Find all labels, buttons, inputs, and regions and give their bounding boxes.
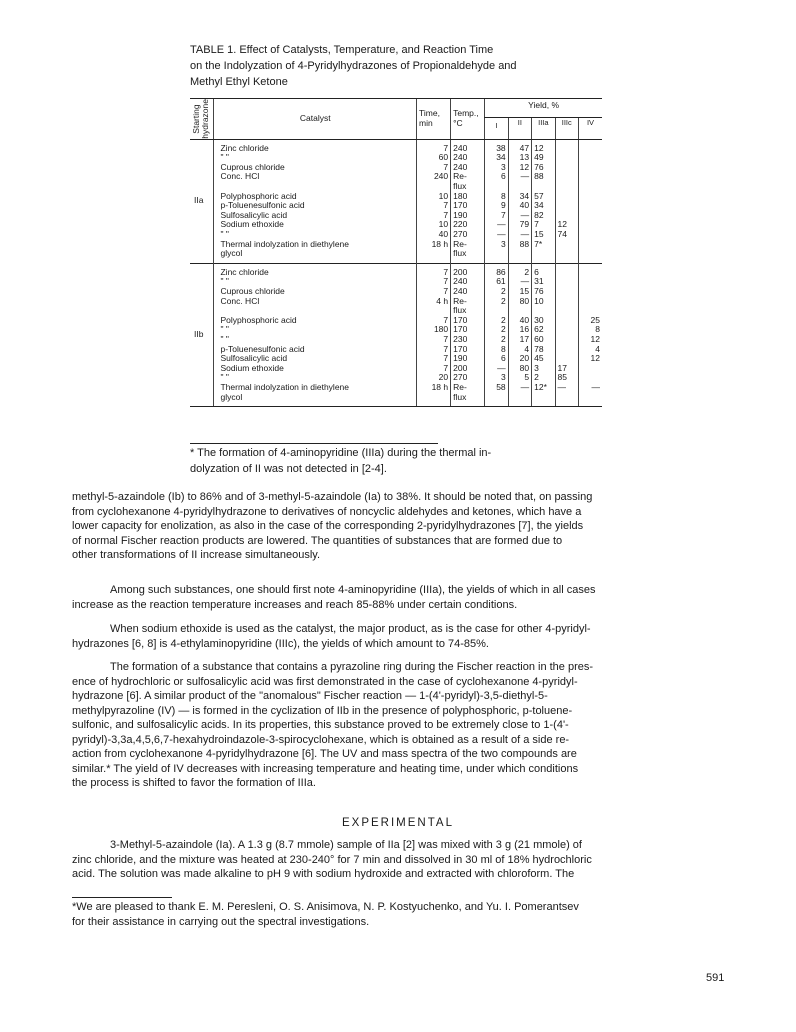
table-cell: 38 xyxy=(496,142,506,153)
table-cell xyxy=(558,316,576,326)
table-cell: 12 xyxy=(590,353,600,364)
table-cell: 7 xyxy=(443,314,449,325)
text-line: sulfonic, and sulfosalicylic acids. In its properties, this substance proved to be extremely close to 1-(4'- xyxy=(72,719,569,731)
table-cell xyxy=(558,345,576,355)
header-yield-col: IV xyxy=(578,118,602,140)
table-cell: 15 xyxy=(519,286,530,297)
table-cell xyxy=(487,393,505,403)
table-cell: 4 xyxy=(595,343,600,354)
table-cell: 240 xyxy=(453,276,468,287)
table-cell: — xyxy=(557,381,567,392)
text-line: acid. The solution was made alkaline to pH 9 with sodium hydroxide and extracted with chloroform. The xyxy=(72,868,575,880)
footnote-line: * The formation of 4-aminopyridine (IIIa) during the thermal in- xyxy=(190,447,492,459)
table-cell: Thermal indolyzation in diethylene xyxy=(220,238,350,249)
yield-iiia-column xyxy=(532,139,555,263)
table-cell: — xyxy=(497,362,506,373)
table-cell: glycol xyxy=(220,248,243,259)
table-cell: — xyxy=(520,381,530,392)
group-label: IIb xyxy=(190,263,214,406)
table-cell: 9 xyxy=(500,200,506,211)
table-cell: 40 xyxy=(519,200,530,211)
table-cell xyxy=(558,249,576,259)
table-cell: 88 xyxy=(534,171,544,182)
time-column xyxy=(417,263,451,406)
text-line: from cyclohexanone 4-pyridylhydrazone to derivatives of noncyclic aldehydes and ketones, which have a xyxy=(72,505,582,518)
table-cell: 40 xyxy=(519,314,530,325)
table-cell: 8 xyxy=(500,343,506,354)
table-cell: 20 xyxy=(438,372,449,383)
table-cell: 200 xyxy=(453,362,468,373)
temp-column xyxy=(451,139,485,263)
table-cell: 2 xyxy=(524,266,530,277)
table-cell: 10 xyxy=(438,219,449,230)
table-cell: 80 xyxy=(519,295,530,306)
table-cell: glycol xyxy=(220,391,243,402)
table-cell: 88 xyxy=(519,238,530,249)
table-cell: " " xyxy=(220,152,229,163)
table-cell: 7 xyxy=(443,276,449,287)
table-cell: 240 xyxy=(453,286,468,297)
table-cell: 34 xyxy=(519,190,530,201)
table-cell: 60 xyxy=(438,152,449,163)
table-cell: 4 xyxy=(524,343,530,354)
text-line: methylpyrazoline (IV) — is formed in the cyclization of IIb in the presence of polyphosphoric, p-toluene- xyxy=(72,704,573,717)
table-cell: 17 xyxy=(557,362,568,373)
table-cell: 34 xyxy=(496,152,506,163)
table-cell: Polyphosphoric acid xyxy=(220,190,297,201)
text-line: *We are pleased to thank E. M. Peresleni, O. S. Anisimova, N. P. Kostyuchenko, and Yu. I. Pomerantsev xyxy=(72,901,579,913)
caption-line: TABLE 1. Effect of Catalysts, Temperature, and Reaction Time xyxy=(190,44,494,56)
table-cell: flux xyxy=(453,181,467,192)
table-cell: 47 xyxy=(519,142,530,153)
table-cell: Polyphosphoric acid xyxy=(220,314,297,325)
table-cell: " " xyxy=(220,372,229,383)
table-cell xyxy=(581,172,600,182)
table-cell: 7* xyxy=(534,238,543,249)
table-cell: 170 xyxy=(453,343,468,354)
text-line: The formation of a substance that contains a pyrazoline ring during the Fischer reaction in the pres- xyxy=(110,661,594,673)
table-cell: Conc. HCl xyxy=(220,171,260,182)
table-cell: 31 xyxy=(534,276,544,287)
table-cell: 79 xyxy=(519,219,530,230)
table-cell xyxy=(581,364,600,374)
table-cell xyxy=(558,306,576,316)
table-cell: 2 xyxy=(500,314,506,325)
paragraph-4 xyxy=(72,660,726,791)
table-cell: 220 xyxy=(453,219,468,230)
table-cell: 270 xyxy=(453,229,468,240)
text-line: of normal Fischer reaction products are lowered. The quantities of substances that are formed due to xyxy=(72,534,563,547)
table-cell: 6 xyxy=(534,266,539,277)
table-cell: 3 xyxy=(500,238,506,249)
table-cell: 30 xyxy=(534,314,544,325)
table-cell: 180 xyxy=(433,324,449,335)
table-cell: 190 xyxy=(453,209,468,220)
table-cell: 240 xyxy=(453,142,468,153)
table-cell: 78 xyxy=(534,343,544,354)
page-number: 591 xyxy=(706,972,725,984)
table-footnote xyxy=(190,445,610,477)
text-line: increase as the reaction temperature increases and reach 85-88% under certain conditions. xyxy=(72,598,518,611)
table-cell: 7 xyxy=(443,200,449,211)
table-cell: 45 xyxy=(534,353,544,364)
table-cell xyxy=(558,172,576,182)
text-line: ence of hydrochloric or sulfosalicylic acid was first demonstrated in the case of cyclohexanone 4-pyridyl- xyxy=(72,675,578,688)
table-cell xyxy=(558,325,576,335)
table-cell: — xyxy=(497,229,506,240)
yield-ii-column xyxy=(508,139,531,263)
table-cell: 3 xyxy=(500,161,506,172)
table-cell: " " xyxy=(220,333,229,344)
table-cell: 25 xyxy=(590,314,600,325)
yield-ii-column xyxy=(508,263,531,406)
table-cell: 7 xyxy=(443,209,449,220)
text-line: pyridyl)-3,3a,4,5,6,7-hexahydroindazole-3-spirocyclohexane, which is obtained as a result of a side re- xyxy=(72,733,570,746)
yield-i-column xyxy=(485,263,508,406)
table-cell: 7 xyxy=(443,161,449,172)
table-cell: 18 h xyxy=(431,238,449,249)
table-cell: 180 xyxy=(453,190,468,201)
text-line: action from cyclohexanone 4-pyridylhydrazone [6]. The UV and mass spectra of the two compounds are xyxy=(72,748,577,760)
section-heading-experimental: EXPERIMENTAL xyxy=(342,817,454,829)
table-cell: 86 xyxy=(496,266,506,277)
table-cell: 2 xyxy=(500,324,506,335)
table-caption xyxy=(190,42,610,90)
header-yield-col: II xyxy=(508,118,531,140)
header-yield-col: IIIa xyxy=(532,118,555,140)
table-cell: 57 xyxy=(534,190,544,201)
table-cell: 7 xyxy=(443,266,449,277)
temp-column xyxy=(451,263,485,406)
table-cell: 5 xyxy=(524,372,530,383)
table-cell: p-Toluenesulfonic acid xyxy=(220,200,305,211)
table-cell: — xyxy=(520,209,530,220)
table-cell: 4 h xyxy=(436,295,449,306)
yield-iiic-column xyxy=(555,263,578,406)
table-cell xyxy=(581,220,600,230)
table-cell: " " xyxy=(220,276,229,287)
table-cell xyxy=(558,163,576,173)
table-cell: 34 xyxy=(534,200,544,211)
table-cell xyxy=(581,230,600,240)
table-group-iib xyxy=(190,263,602,406)
table-cell xyxy=(581,249,600,259)
table-cell: Sodium ethoxide xyxy=(220,219,284,230)
table-cell xyxy=(581,268,600,278)
text-line: for their assistance in carrying out the spectral investigations. xyxy=(72,915,370,928)
table-cell: Sulfosalicylic acid xyxy=(220,209,288,220)
table-cell: " " xyxy=(220,324,229,335)
table-cell: 7 xyxy=(443,286,449,297)
table-cell: 16 xyxy=(519,324,530,335)
table-cell xyxy=(581,182,600,192)
table-cell: 240 xyxy=(453,161,468,172)
table-cell xyxy=(558,393,576,403)
table-cell: 7 xyxy=(443,343,449,354)
table-cell xyxy=(558,240,576,250)
table-cell: 80 xyxy=(519,362,530,373)
table-cell: 49 xyxy=(534,152,544,163)
table-cell: 2 xyxy=(500,286,506,297)
table-cell: Sulfosalicylic acid xyxy=(220,353,288,364)
table-cell: — xyxy=(520,229,530,240)
header-catalyst: Catalyst xyxy=(214,99,417,140)
table-cell: 2 xyxy=(534,372,539,383)
paragraph-1 xyxy=(72,490,726,563)
table-cell xyxy=(558,268,576,278)
yield-iv-column xyxy=(578,263,602,406)
header-starting-hydrazone: Starting hydrazone xyxy=(190,99,214,140)
table-group-iia xyxy=(190,139,602,263)
table-cell: 12 xyxy=(519,161,530,172)
table-cell: flux xyxy=(453,391,467,402)
table-cell xyxy=(558,192,576,202)
table-cell: 170 xyxy=(453,200,468,211)
table-cell: 17 xyxy=(519,333,530,344)
table-cell: 7 xyxy=(443,353,449,364)
text-line: Among such substances, one should first note 4-aminopyridine (IIIa), the yields of which in all cases xyxy=(110,584,596,596)
catalyst-column xyxy=(214,139,417,263)
experimental-paragraph xyxy=(72,838,726,882)
table-cell: Re- xyxy=(453,381,467,392)
table-cell: Re- xyxy=(453,295,467,306)
table-cell: 8 xyxy=(500,190,506,201)
table-cell: — xyxy=(591,381,600,392)
table-cell xyxy=(581,144,600,154)
table-cell: 8 xyxy=(595,324,600,335)
table-cell: Cuprous chloride xyxy=(220,286,285,297)
text-line: other transformations of II increase simultaneously. xyxy=(72,549,321,561)
table-cell xyxy=(419,249,448,259)
table-cell: 62 xyxy=(534,324,544,335)
table-cell: 12* xyxy=(534,381,547,392)
table-cell: 85 xyxy=(557,372,568,383)
text-line: zinc chloride, and the mixture was heated at 230-240° for 7 min and dissolved in 30 ml of 18% hydrochloric xyxy=(72,853,592,866)
table-cell xyxy=(558,287,576,297)
text-line: the process is shifted to favor the formation of IIIa. xyxy=(72,777,316,789)
table-cell: 40 xyxy=(438,229,449,240)
table-cell xyxy=(558,277,576,287)
table-cell: 10 xyxy=(534,295,544,306)
table-cell: Re- xyxy=(453,171,467,182)
table-cell: 240 xyxy=(453,152,468,163)
table-cell: Conc. HCl xyxy=(220,295,260,306)
table-cell: 58 xyxy=(496,381,506,392)
table-cell: 190 xyxy=(453,353,468,364)
table-cell: 20 xyxy=(519,353,530,364)
text-line: When sodium ethoxide is used as the catalyst, the major product, as is the case for other 4-pyridyl- xyxy=(110,623,591,635)
yield-iiia-column xyxy=(532,263,555,406)
yield-iv-column xyxy=(578,139,602,263)
yield-iiic-column xyxy=(555,139,578,263)
table-cell: — xyxy=(520,171,530,182)
caption-line: Methyl Ethyl Ketone xyxy=(190,76,288,88)
table-cell xyxy=(511,393,529,403)
table-cell xyxy=(419,393,448,403)
text-line: lower capacity for enolization, as also in the case of the corresponding 2-pyridylhydrazones [7], the yields xyxy=(72,520,584,532)
table-cell: 76 xyxy=(534,286,544,297)
table-cell: Re- xyxy=(453,238,467,249)
table-cell: Zinc chloride xyxy=(220,266,269,277)
table-cell: 7 xyxy=(443,362,449,373)
table-cell xyxy=(487,249,505,259)
table-cell: Sodium ethoxide xyxy=(220,362,284,373)
acknowledgement-footnote xyxy=(72,900,726,929)
group-label: IIa xyxy=(194,195,204,206)
table-cell xyxy=(511,249,529,259)
table-cell: Thermal indolyzation in diethylene xyxy=(220,381,350,392)
table-cell: 12 xyxy=(534,142,544,153)
table-cell xyxy=(534,249,552,259)
table-cell: " " xyxy=(220,229,229,240)
text-line: methyl-5-azaindole (Ib) to 86% and of 3-methyl-5-azaindole (Ia) to 38%. It should be noted that, on passing xyxy=(72,491,593,503)
table-cell: 240 xyxy=(433,171,449,182)
header-yield: Yield, % xyxy=(485,99,602,118)
table-cell: 170 xyxy=(453,314,468,325)
table-cell xyxy=(558,201,576,211)
table-cell: 10 xyxy=(438,190,449,201)
table-cell: Cuprous chloride xyxy=(220,161,285,172)
table-cell xyxy=(581,192,600,202)
table-cell: 270 xyxy=(453,372,468,383)
table-cell: 12 xyxy=(590,333,600,344)
table-cell: flux xyxy=(453,305,467,316)
table-cell: Zinc chloride xyxy=(220,142,269,153)
table-cell: 3 xyxy=(534,362,539,373)
table-cell: 2 xyxy=(500,295,506,306)
table-cell: — xyxy=(520,276,530,287)
table-cell: — xyxy=(497,219,506,230)
table-cell: 200 xyxy=(453,266,468,277)
table-cell: 76 xyxy=(534,161,544,172)
caption-line: on the Indolyzation of 4-Pyridylhydrazones of Propionaldehyde and xyxy=(190,60,517,72)
table-cell xyxy=(581,211,600,221)
table-cell: 3 xyxy=(500,372,506,383)
paragraph-3 xyxy=(72,622,726,651)
table-cell xyxy=(581,297,600,307)
table-cell: 74 xyxy=(557,229,568,240)
table-cell xyxy=(558,182,576,192)
header-temp: Temp., °C xyxy=(451,99,485,140)
table-cell: 170 xyxy=(453,324,468,335)
text-line: 3-Methyl-5-azaindole (Ia). A 1.3 g (8.7 mmole) sample of IIa [2] was mixed with 3 g (21 mmole) of xyxy=(110,839,582,851)
time-column xyxy=(417,139,451,263)
text-line: similar.* The yield of IV decreases with increasing temperature and heating time, under which conditions xyxy=(72,762,579,775)
table-cell xyxy=(558,153,576,163)
table-cell: p-Toluenesulfonic acid xyxy=(220,343,305,354)
table-cell xyxy=(558,335,576,345)
table-cell xyxy=(558,297,576,307)
table-cell xyxy=(581,287,600,297)
table-cell: 61 xyxy=(496,276,506,287)
table-cell: 6 xyxy=(500,353,506,364)
table-cell: 18 h xyxy=(431,381,449,392)
table-cell xyxy=(581,277,600,287)
header-yield-col: IIIc xyxy=(555,118,578,140)
table-cell xyxy=(534,393,552,403)
table-cell: 7 xyxy=(534,219,539,230)
table-cell: 15 xyxy=(534,229,544,240)
footnote-line: dolyzation of II was not detected in [2-4]. xyxy=(190,463,387,475)
table-cell: 7 xyxy=(443,333,449,344)
table-cell xyxy=(581,393,600,403)
text-line: hydrazones [6, 8] is 4-ethylaminopyridine (IIIc), the yields of which amount to 74-85%. xyxy=(72,637,489,650)
table-cell xyxy=(581,153,600,163)
table-cell: 13 xyxy=(519,152,530,163)
table-cell: 230 xyxy=(453,333,468,344)
table-cell xyxy=(558,144,576,154)
header-time: Time, min xyxy=(417,99,451,140)
text-line: hydrazone [6]. A similar product of the "anomalous" Fischer reaction — 1-(4'-pyridyl)-3,5-diethyl-5- xyxy=(72,690,548,702)
table-cell: 7 xyxy=(500,209,506,220)
header-yield-col: I xyxy=(485,118,508,140)
table-cell: 6 xyxy=(500,171,506,182)
table-cell: 2 xyxy=(500,333,506,344)
table-cell: 12 xyxy=(557,219,568,230)
catalyst-column xyxy=(214,263,417,406)
paragraph-2 xyxy=(72,583,726,612)
table-1 xyxy=(190,98,602,407)
table-cell xyxy=(581,163,600,173)
yield-i-column xyxy=(485,139,508,263)
table-cell: 60 xyxy=(534,333,544,344)
table-cell: 82 xyxy=(534,209,544,220)
table-cell xyxy=(581,201,600,211)
table-cell xyxy=(581,240,600,250)
table-cell: flux xyxy=(453,248,467,259)
table-cell: 7 xyxy=(443,142,449,153)
